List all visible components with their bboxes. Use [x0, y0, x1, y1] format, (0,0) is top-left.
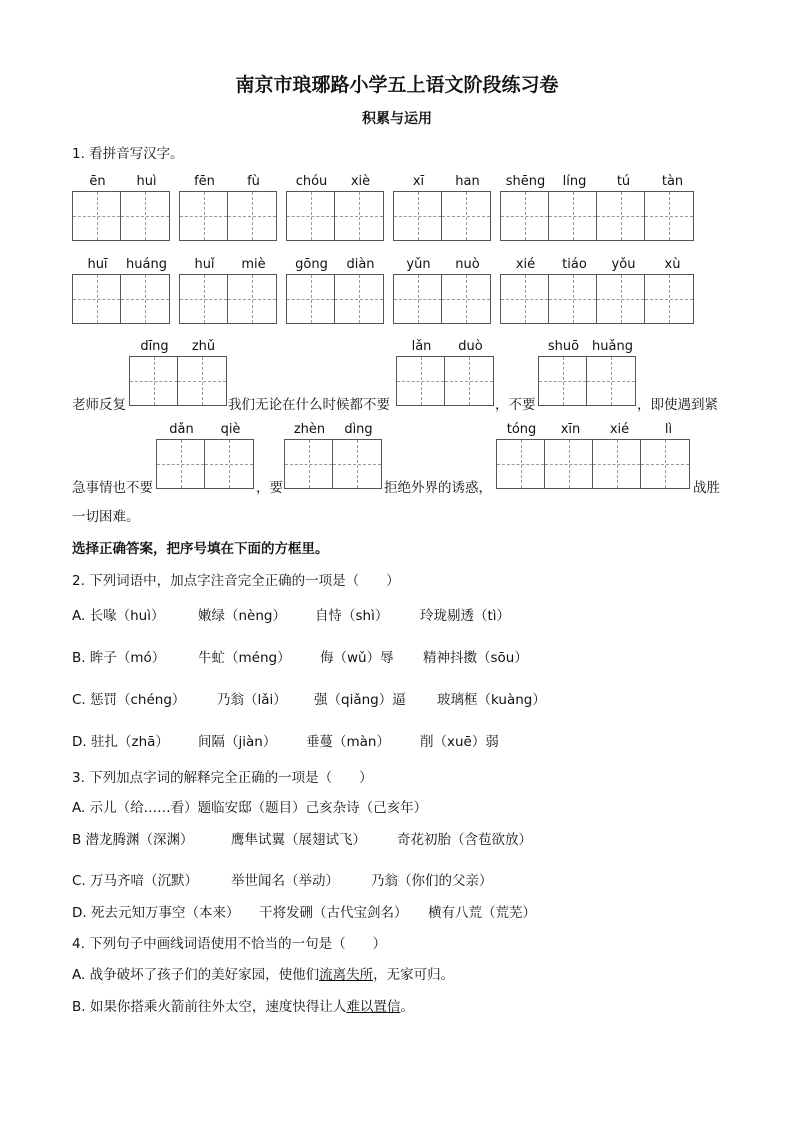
answer-grid[interactable]: [286, 191, 384, 241]
pinyin-group: [180, 174, 278, 189]
pinyin: han: [455, 174, 480, 189]
option-text: B. 如果你搭乘火箭前往外太空，速度快得让人: [72, 999, 347, 1015]
sentence1-part1: 老师反复: [72, 397, 126, 413]
pinyin: zhèn: [293, 422, 326, 437]
answer-grid[interactable]: [496, 439, 690, 489]
option-item: 垂蔓（màn）: [306, 734, 390, 750]
pinyin: ēn: [89, 174, 106, 189]
sentence1-part2: 我们无论在什么时候都不要: [228, 397, 390, 413]
answer-grid[interactable]: [156, 439, 254, 489]
sentence2-part2: ，要: [256, 480, 283, 496]
option-item: 嫩绿（nèng）: [198, 608, 286, 624]
option-item: 乃翁（你们的父亲）: [371, 873, 493, 889]
option-item: D. 驻扎（zhā）: [72, 734, 169, 750]
option-text: A. 战争破坏了孩子们的美好家园，使他们: [72, 967, 320, 983]
option-item: C. 惩罚（chéng）: [72, 692, 186, 708]
underlined-word: 流离失所: [319, 967, 374, 983]
pinyin-group: [501, 174, 697, 189]
pinyin: huǎng: [592, 339, 633, 354]
pinyin: miè: [241, 257, 266, 272]
sentence2-part1: 急事情也不要: [72, 480, 153, 496]
question-4-prompt: 4. 下列句子中画线词语使用不恰当的一句是（ ）: [72, 936, 387, 952]
option-item: 侮（wǔ）辱: [320, 650, 394, 666]
pinyin-group: [501, 257, 697, 272]
sentence1-part4: ，即使遇到紧: [637, 397, 718, 413]
pinyin-group: [73, 257, 171, 272]
option-item: 横有八荒（荒芜）: [428, 905, 536, 921]
pinyin: shēng: [505, 174, 546, 189]
answer-grid[interactable]: [393, 274, 491, 324]
sentence2-pinyin3: [497, 422, 693, 437]
pinyin: zhǔ: [191, 339, 216, 354]
option-text: ，无家可归。: [373, 967, 455, 983]
pinyin: gōng: [295, 257, 328, 272]
pinyin: tú: [616, 174, 631, 189]
option-item: 间隔（jiàn）: [198, 734, 277, 750]
pinyin: xié: [609, 422, 630, 437]
option-item: B 潜龙腾渊（深渊）: [72, 832, 194, 848]
option-item: 精神抖擞（sōu）: [423, 650, 528, 666]
pinyin: xiè: [350, 174, 371, 189]
sentence2-part5: 一切困难。: [72, 509, 140, 525]
answer-grid[interactable]: [284, 439, 382, 489]
option-item: 强（qiǎng）逼: [314, 692, 406, 708]
option-item: C. 万马齐喑（沉默）: [72, 873, 199, 889]
pinyin: xù: [664, 257, 681, 272]
sentence1-pinyin2: [397, 339, 495, 354]
pinyin: líng: [562, 174, 587, 189]
pinyin: huáng: [126, 257, 167, 272]
option-text: 。: [400, 999, 414, 1015]
pinyin: tàn: [661, 174, 684, 189]
answer-grid[interactable]: [396, 356, 494, 406]
pinyin: fēn: [194, 174, 215, 189]
pinyin: lì: [664, 422, 673, 437]
option-item: 奇花初胎（含苞欲放）: [397, 832, 532, 848]
question-4-option-a: [72, 963, 454, 983]
option-item: 玲珑剔透（tì）: [420, 608, 511, 624]
pinyin: lǎn: [411, 339, 432, 354]
pinyin-group: [394, 257, 492, 272]
sentence1-pinyin1: [130, 339, 228, 354]
pinyin: huī: [87, 257, 108, 272]
question-4-option-b: [72, 995, 414, 1015]
answer-grid[interactable]: [538, 356, 636, 406]
sentence2-pinyin2: [285, 422, 383, 437]
pinyin: qiè: [220, 422, 241, 437]
pinyin: chóu: [295, 174, 328, 189]
answer-grid[interactable]: [72, 191, 170, 241]
option-item: 牛虻（méng）: [198, 650, 291, 666]
pinyin-group: [180, 257, 278, 272]
pinyin: fù: [247, 174, 260, 189]
pinyin: nuò: [455, 257, 480, 272]
question-3-prompt: 3. 下列加点字词的解释完全正确的一项是（ ）: [72, 770, 373, 786]
pinyin-group: [394, 174, 492, 189]
option-item: 举世闻名（举动）: [231, 873, 339, 889]
pinyin: diàn: [346, 257, 375, 272]
option-item: A. 示儿（给……看）题临安邸（题目）己亥杂诗（己亥年）: [72, 800, 428, 816]
sentence1-pinyin3: [539, 339, 637, 354]
answer-grid[interactable]: [179, 191, 277, 241]
underlined-word: 难以置信: [346, 999, 401, 1015]
section-heading-choice: 选择正确答案，把序号填在下面的方框里。: [72, 541, 329, 557]
answer-grid[interactable]: [500, 191, 694, 241]
answer-grid[interactable]: [179, 274, 277, 324]
option-item: 乃翁（lǎi）: [217, 692, 287, 708]
option-item: 削（xuē）弱: [420, 734, 499, 750]
option-item: 自恃（shì）: [315, 608, 389, 624]
answer-grid[interactable]: [393, 191, 491, 241]
option-item: 干将发硎（古代宝剑名）: [259, 905, 408, 921]
answer-grid[interactable]: [500, 274, 694, 324]
option-item: 鹰隼试翼（展翅试飞）: [231, 832, 366, 848]
question-2-prompt: 2. 下列词语中，加点字注音完全正确的一项是（ ）: [72, 573, 400, 589]
pinyin-group: [287, 257, 385, 272]
pinyin: xīn: [560, 422, 581, 437]
pinyin: huì: [136, 174, 157, 189]
pinyin: xī: [412, 174, 425, 189]
pinyin: tóng: [506, 422, 537, 437]
sentence1-part3: ，不要: [495, 397, 536, 413]
question-1-prompt: 1. 看拼音写汉字。: [72, 146, 184, 162]
pinyin: yǒu: [611, 257, 636, 272]
pinyin: dǎn: [169, 422, 194, 437]
sentence2-pinyin1: [157, 422, 255, 437]
pinyin: huǐ: [194, 257, 215, 272]
sentence2-part3: 拒绝外界的诱惑，: [384, 480, 492, 496]
pinyin: dìng: [344, 422, 373, 437]
pinyin: shuō: [547, 339, 580, 354]
pinyin: duò: [458, 339, 483, 354]
answer-grid[interactable]: [129, 356, 227, 406]
pinyin: dīng: [140, 339, 169, 354]
option-item: D. 死去元知万事空（本来）: [72, 905, 240, 921]
pinyin-group: [73, 174, 171, 189]
page-title: 南京市琅琊路小学五上语文阶段练习卷: [235, 74, 559, 96]
pinyin: xié: [515, 257, 536, 272]
pinyin: yǔn: [406, 257, 431, 272]
sentence2-part4: 战胜: [693, 480, 720, 496]
option-item: 玻璃框（kuàng）: [437, 692, 546, 708]
option-item: A. 长喙（huì）: [72, 608, 165, 624]
answer-grid[interactable]: [286, 274, 384, 324]
section-heading-accumulation: 积累与运用: [362, 111, 432, 127]
pinyin-group: [287, 174, 385, 189]
option-item: B. 眸子（mó）: [72, 650, 166, 666]
answer-grid[interactable]: [72, 274, 170, 324]
pinyin: tiáo: [562, 257, 587, 272]
